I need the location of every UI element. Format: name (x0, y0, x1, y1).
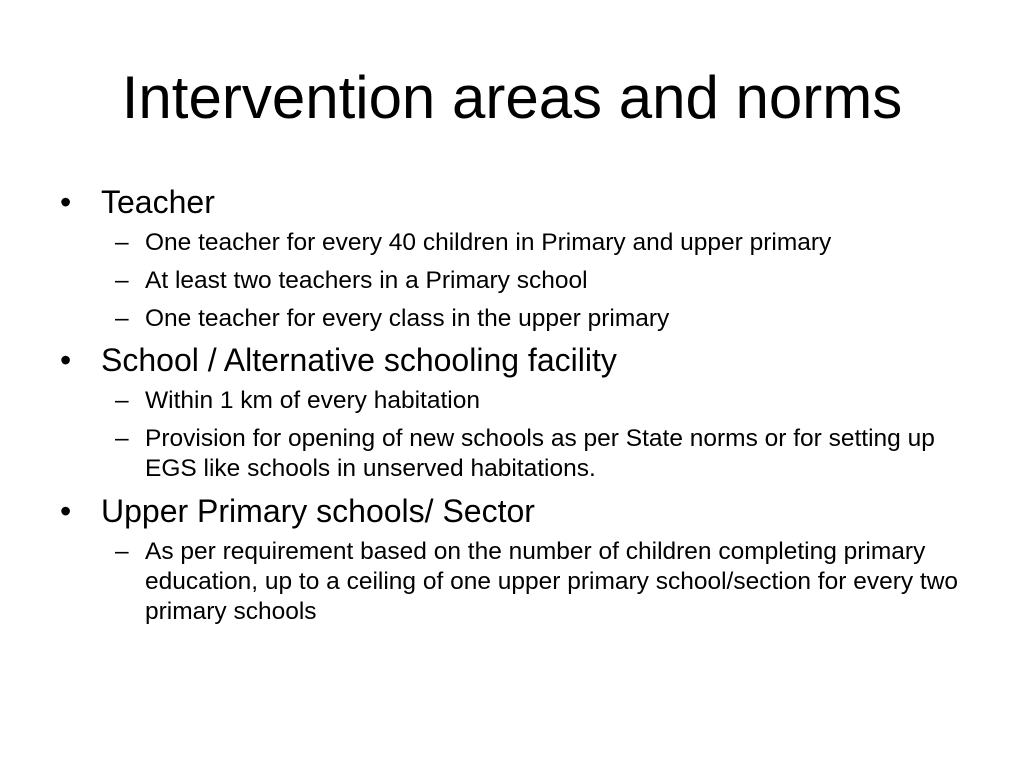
sub-bullet-item (115, 266, 975, 296)
sub-bullet-marker: – (115, 387, 129, 414)
sub-bullet-text: At least two teachers in a Primary school (145, 267, 588, 294)
sub-bullet-marker: – (115, 305, 129, 332)
sub-bullet-item (115, 304, 975, 334)
sub-bullet-marker: – (115, 538, 129, 565)
sub-bullet-item (115, 386, 975, 416)
sub-bullet-item (115, 537, 975, 627)
bullet-marker: • (60, 342, 72, 378)
sub-bullet-item (115, 424, 975, 484)
bullet-heading: Upper Primary schools/ Sector (101, 493, 535, 529)
bullet-marker: • (60, 184, 72, 220)
sub-bullet-item (115, 228, 975, 258)
sub-bullet-marker: – (115, 229, 129, 256)
bullet-heading: Teacher (101, 184, 215, 220)
slide-title: Intervention areas and norms (121, 64, 903, 131)
sub-bullet-marker: – (115, 425, 129, 452)
sub-bullet-marker: – (115, 267, 129, 294)
sub-bullet-text: Provision for opening of new schools as per State norms or for setting up EGS like schools in unserved habitations. (145, 425, 935, 482)
bullet-heading: School / Alternative schooling facility (101, 342, 617, 378)
bullet-marker: • (60, 493, 72, 529)
sub-bullet-text: One teacher for every 40 children in Primary and upper primary (145, 229, 832, 256)
sub-bullet-text: One teacher for every class in the upper primary (145, 305, 670, 332)
sub-bullet-text: As per requirement based on the number of children completing primary education, up to a ceiling of one upper primary school/section for every two primary schools (145, 538, 959, 625)
sub-bullet-text: Within 1 km of every habitation (145, 387, 480, 414)
